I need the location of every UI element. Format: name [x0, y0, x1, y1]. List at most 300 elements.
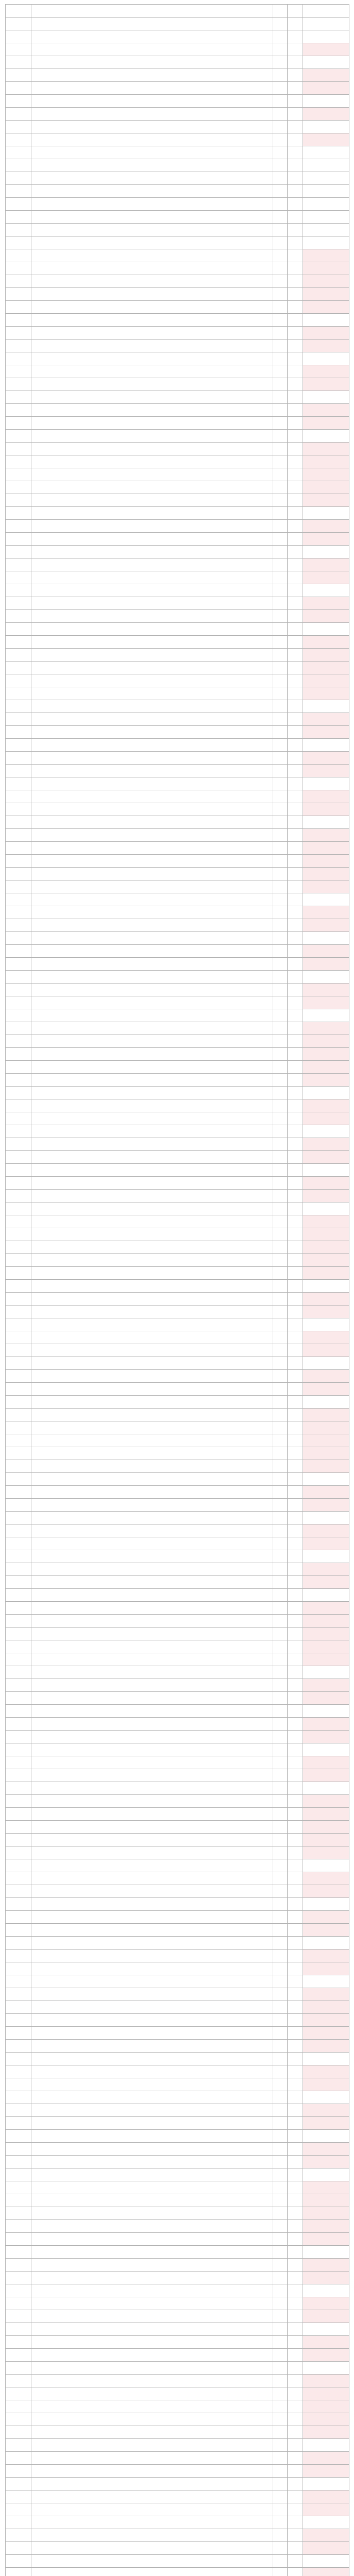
plan-count-cell	[273, 662, 288, 674]
table-row	[6, 30, 349, 43]
table-row	[6, 340, 349, 352]
table-row	[6, 18, 349, 30]
school-code-cell	[6, 984, 31, 996]
study-years-cell	[288, 404, 303, 417]
tuition-fee-cell	[303, 893, 349, 906]
study-years-cell	[288, 2478, 303, 2490]
plan-count-cell	[273, 455, 288, 468]
major-name-cell	[31, 1331, 273, 1344]
plan-count-cell	[273, 1937, 288, 1950]
table-row	[6, 1421, 349, 1434]
tuition-fee-cell	[303, 1563, 349, 1576]
major-name-cell	[31, 2001, 273, 2014]
school-code-cell	[6, 2400, 31, 2413]
plan-count-cell	[273, 1808, 288, 1821]
tuition-fee-cell	[303, 1409, 349, 1421]
plan-count-cell	[273, 2542, 288, 2555]
school-code-cell	[6, 1473, 31, 1486]
table-row	[6, 69, 349, 82]
tuition-fee-cell	[303, 623, 349, 636]
plan-count-cell	[273, 2194, 288, 2207]
major-name-cell	[31, 378, 273, 391]
major-name-cell	[31, 2439, 273, 2452]
tuition-fee-cell	[303, 2078, 349, 2091]
tuition-fee-cell	[303, 2375, 349, 2387]
school-code-cell	[6, 1383, 31, 1396]
school-code-cell	[6, 1035, 31, 1048]
school-code-cell	[6, 327, 31, 340]
major-name-cell	[31, 1306, 273, 1318]
major-name-cell	[31, 2053, 273, 2065]
major-name-cell	[31, 2104, 273, 2117]
study-years-cell	[288, 2375, 303, 2387]
plan-count-cell	[273, 1306, 288, 1318]
major-name-cell	[31, 906, 273, 919]
major-name-cell	[31, 1280, 273, 1293]
plan-count-cell	[273, 1460, 288, 1473]
school-code-cell	[6, 494, 31, 507]
school-code-cell	[6, 5, 31, 18]
school-code-cell	[6, 1344, 31, 1357]
major-name-cell	[31, 1447, 273, 1460]
study-years-cell	[288, 2529, 303, 2542]
major-name-cell	[31, 1550, 273, 1563]
table-row	[6, 1190, 349, 1202]
plan-count-cell	[273, 1434, 288, 1447]
tuition-fee-cell	[303, 275, 349, 288]
major-name-cell	[31, 1988, 273, 2001]
school-code-cell	[6, 1692, 31, 1705]
study-years-cell	[288, 1782, 303, 1795]
major-name-cell	[31, 2568, 273, 2576]
school-code-cell	[6, 1615, 31, 1628]
tuition-fee-cell	[303, 1318, 349, 1331]
school-code-cell	[6, 958, 31, 971]
table-row	[6, 2387, 349, 2400]
study-years-cell	[288, 571, 303, 584]
tuition-fee-cell	[303, 2194, 349, 2207]
tuition-fee-cell	[303, 2091, 349, 2104]
table-row	[6, 1937, 349, 1950]
table-row	[6, 301, 349, 314]
study-years-cell	[288, 2452, 303, 2465]
major-name-cell	[31, 1615, 273, 1628]
plan-count-cell	[273, 687, 288, 700]
school-code-cell	[6, 2387, 31, 2400]
study-years-cell	[288, 1769, 303, 1782]
table-row	[6, 236, 349, 249]
tuition-fee-cell	[303, 790, 349, 803]
table-row	[6, 198, 349, 211]
tuition-fee-cell	[303, 752, 349, 765]
table-row	[6, 1756, 349, 1769]
table-row	[6, 726, 349, 739]
table-row	[6, 1164, 349, 1177]
school-code-cell	[6, 43, 31, 56]
tuition-fee-cell	[303, 314, 349, 327]
school-code-cell	[6, 2542, 31, 2555]
school-code-cell	[6, 1087, 31, 1099]
school-code-cell	[6, 1370, 31, 1383]
major-name-cell	[31, 855, 273, 868]
study-years-cell	[288, 687, 303, 700]
major-name-cell	[31, 571, 273, 584]
major-name-cell	[31, 108, 273, 121]
study-years-cell	[288, 146, 303, 159]
major-name-cell	[31, 236, 273, 249]
plan-count-cell	[273, 1383, 288, 1396]
tuition-fee-cell	[303, 700, 349, 713]
school-code-cell	[6, 1434, 31, 1447]
major-name-cell	[31, 1190, 273, 1202]
tuition-fee-cell	[303, 1615, 349, 1628]
table-row	[6, 2156, 349, 2168]
tuition-fee-cell	[303, 2117, 349, 2130]
tuition-fee-cell	[303, 777, 349, 790]
table-row	[6, 1782, 349, 1795]
major-name-cell	[31, 327, 273, 340]
plan-count-cell	[273, 404, 288, 417]
major-name-cell	[31, 2014, 273, 2027]
tuition-fee-cell	[303, 30, 349, 43]
major-name-cell	[31, 18, 273, 30]
school-code-cell	[6, 1460, 31, 1473]
table-row	[6, 1112, 349, 1125]
plan-count-cell	[273, 636, 288, 649]
study-years-cell	[288, 1344, 303, 1357]
major-name-cell	[31, 1885, 273, 1898]
plan-count-cell	[273, 2478, 288, 2490]
school-code-cell	[6, 739, 31, 752]
tuition-fee-cell	[303, 1859, 349, 1872]
plan-count-cell	[273, 2053, 288, 2065]
tuition-fee-cell	[303, 829, 349, 842]
plan-count-cell	[273, 43, 288, 56]
major-name-cell	[31, 288, 273, 301]
major-name-cell	[31, 1473, 273, 1486]
study-years-cell	[288, 790, 303, 803]
study-years-cell	[288, 2078, 303, 2091]
tuition-fee-cell	[303, 2168, 349, 2181]
school-code-cell	[6, 1576, 31, 1589]
study-years-cell	[288, 2233, 303, 2246]
plan-count-cell	[273, 236, 288, 249]
school-code-cell	[6, 790, 31, 803]
tuition-fee-cell	[303, 430, 349, 443]
school-code-cell	[6, 1782, 31, 1795]
table-row	[6, 1331, 349, 1344]
table-row	[6, 2362, 349, 2375]
table-row	[6, 2439, 349, 2452]
table-row	[6, 2040, 349, 2053]
plan-count-cell	[273, 1756, 288, 1769]
major-name-cell	[31, 1782, 273, 1795]
major-name-cell	[31, 1898, 273, 1911]
major-name-cell	[31, 172, 273, 185]
plan-count-cell	[273, 352, 288, 365]
study-years-cell	[288, 2194, 303, 2207]
study-years-cell	[288, 2465, 303, 2478]
tuition-fee-cell	[303, 2465, 349, 2478]
study-years-cell	[288, 481, 303, 494]
major-name-cell	[31, 520, 273, 533]
tuition-fee-cell	[303, 687, 349, 700]
study-years-cell	[288, 2272, 303, 2284]
study-years-cell	[288, 1950, 303, 1962]
plan-count-cell	[273, 2349, 288, 2362]
tuition-fee-cell	[303, 533, 349, 546]
major-name-cell	[31, 1962, 273, 1975]
school-code-cell	[6, 340, 31, 352]
study-years-cell	[288, 417, 303, 430]
table-row	[6, 430, 349, 443]
tuition-fee-cell	[303, 1421, 349, 1434]
plan-count-cell	[273, 146, 288, 159]
major-name-cell	[31, 739, 273, 752]
school-code-cell	[6, 172, 31, 185]
plan-count-cell	[273, 790, 288, 803]
major-name-cell	[31, 2490, 273, 2503]
tuition-fee-cell	[303, 919, 349, 932]
plan-count-cell	[273, 2117, 288, 2130]
study-years-cell	[288, 2555, 303, 2568]
tuition-fee-cell	[303, 2362, 349, 2375]
study-years-cell	[288, 1499, 303, 1512]
school-code-cell	[6, 2516, 31, 2529]
major-name-cell	[31, 1164, 273, 1177]
major-name-cell	[31, 1512, 273, 1524]
plan-count-cell	[273, 584, 288, 597]
study-years-cell	[288, 1705, 303, 1718]
table-row	[6, 984, 349, 996]
plan-count-cell	[273, 1151, 288, 1164]
study-years-cell	[288, 623, 303, 636]
tuition-fee-cell	[303, 1769, 349, 1782]
school-code-cell	[6, 2426, 31, 2439]
study-years-cell	[288, 1859, 303, 1872]
study-years-cell	[288, 1834, 303, 1846]
table-row	[6, 2478, 349, 2490]
study-years-cell	[288, 1228, 303, 1241]
major-name-cell	[31, 1640, 273, 1653]
plan-count-cell	[273, 1589, 288, 1602]
tuition-fee-cell	[303, 468, 349, 481]
major-name-cell	[31, 198, 273, 211]
major-name-cell	[31, 1460, 273, 1473]
plan-count-cell	[273, 623, 288, 636]
table-row	[6, 1602, 349, 1615]
major-name-cell	[31, 1859, 273, 1872]
tuition-fee-cell	[303, 185, 349, 198]
plan-count-cell	[273, 558, 288, 571]
school-code-cell	[6, 1396, 31, 1409]
tuition-fee-cell	[303, 1125, 349, 1138]
study-years-cell	[288, 1460, 303, 1473]
plan-count-cell	[273, 1280, 288, 1293]
table-row	[6, 146, 349, 159]
school-code-cell	[6, 1228, 31, 1241]
study-years-cell	[288, 1537, 303, 1550]
study-years-cell	[288, 468, 303, 481]
table-row	[6, 1628, 349, 1640]
school-code-cell	[6, 404, 31, 417]
study-years-cell	[288, 391, 303, 404]
plan-count-cell	[273, 2130, 288, 2143]
major-name-cell	[31, 765, 273, 777]
school-code-cell	[6, 301, 31, 314]
major-name-cell	[31, 1241, 273, 1254]
major-name-cell	[31, 1228, 273, 1241]
tuition-fee-cell	[303, 958, 349, 971]
tuition-fee-cell	[303, 971, 349, 984]
table-row	[6, 2246, 349, 2259]
school-code-cell	[6, 971, 31, 984]
school-code-cell	[6, 1769, 31, 1782]
table-row	[6, 108, 349, 121]
plan-count-cell	[273, 1859, 288, 1872]
school-code-cell	[6, 314, 31, 327]
study-years-cell	[288, 2542, 303, 2555]
school-code-cell	[6, 1731, 31, 1743]
study-years-cell	[288, 2400, 303, 2413]
major-name-cell	[31, 1743, 273, 1756]
table-row	[6, 2297, 349, 2310]
study-years-cell	[288, 726, 303, 739]
school-code-cell	[6, 1859, 31, 1872]
tuition-fee-cell	[303, 1267, 349, 1280]
tuition-fee-cell	[303, 2516, 349, 2529]
major-name-cell	[31, 2349, 273, 2362]
major-name-cell	[31, 2323, 273, 2336]
study-years-cell	[288, 1988, 303, 2001]
study-years-cell	[288, 2014, 303, 2027]
school-code-cell	[6, 1679, 31, 1692]
tuition-fee-cell	[303, 1370, 349, 1383]
table-row	[6, 1228, 349, 1241]
table-row	[6, 971, 349, 984]
plan-count-cell	[273, 1022, 288, 1035]
table-row	[6, 958, 349, 971]
school-code-cell	[6, 2529, 31, 2542]
table-row	[6, 777, 349, 790]
plan-count-cell	[273, 2168, 288, 2181]
major-name-cell	[31, 1537, 273, 1550]
major-name-cell	[31, 443, 273, 455]
major-name-cell	[31, 662, 273, 674]
study-years-cell	[288, 2065, 303, 2078]
study-years-cell	[288, 1898, 303, 1911]
table-row	[6, 868, 349, 880]
table-row	[6, 2529, 349, 2542]
school-code-cell	[6, 752, 31, 765]
table-row	[6, 211, 349, 224]
table-row	[6, 2053, 349, 2065]
tuition-fee-cell	[303, 674, 349, 687]
study-years-cell	[288, 288, 303, 301]
study-years-cell	[288, 1306, 303, 1318]
school-code-cell	[6, 352, 31, 365]
table-row	[6, 56, 349, 69]
tuition-fee-cell	[303, 108, 349, 121]
tuition-fee-cell	[303, 1602, 349, 1615]
study-years-cell	[288, 2104, 303, 2117]
tuition-fee-cell	[303, 2387, 349, 2400]
major-name-cell	[31, 1653, 273, 1666]
table-row	[6, 687, 349, 700]
major-name-cell	[31, 5, 273, 18]
study-years-cell	[288, 1190, 303, 1202]
plan-count-cell	[273, 1550, 288, 1563]
table-row	[6, 2078, 349, 2091]
study-years-cell	[288, 507, 303, 520]
table-row	[6, 2001, 349, 2014]
school-code-cell	[6, 2323, 31, 2336]
table-row	[6, 2284, 349, 2297]
study-years-cell	[288, 1512, 303, 1524]
tuition-fee-cell	[303, 1718, 349, 1731]
table-row	[6, 121, 349, 133]
plan-count-cell	[273, 546, 288, 558]
plan-count-cell	[273, 2465, 288, 2478]
school-code-cell	[6, 2297, 31, 2310]
table-row	[6, 1576, 349, 1589]
school-code-cell	[6, 430, 31, 443]
tuition-fee-cell	[303, 1937, 349, 1950]
major-name-cell	[31, 2478, 273, 2490]
plan-count-cell	[273, 1872, 288, 1885]
major-name-cell	[31, 1396, 273, 1409]
school-code-cell	[6, 1872, 31, 1885]
plan-count-cell	[273, 726, 288, 739]
table-row	[6, 1846, 349, 1859]
table-row	[6, 2259, 349, 2272]
school-code-cell	[6, 1988, 31, 2001]
tuition-fee-cell	[303, 2439, 349, 2452]
table-row	[6, 1409, 349, 1421]
tuition-fee-cell	[303, 1808, 349, 1821]
major-name-cell	[31, 69, 273, 82]
tuition-fee-cell	[303, 713, 349, 726]
school-code-cell	[6, 133, 31, 146]
plan-count-cell	[273, 2516, 288, 2529]
table-row	[6, 571, 349, 584]
study-years-cell	[288, 159, 303, 172]
tuition-fee-cell	[303, 1344, 349, 1357]
table-row	[6, 1035, 349, 1048]
tuition-fee-cell	[303, 1383, 349, 1396]
school-code-cell	[6, 829, 31, 842]
tuition-fee-cell	[303, 56, 349, 69]
tuition-fee-cell	[303, 1743, 349, 1756]
school-code-cell	[6, 2503, 31, 2516]
plan-count-cell	[273, 1834, 288, 1846]
major-name-cell	[31, 1370, 273, 1383]
study-years-cell	[288, 2001, 303, 2014]
major-name-cell	[31, 752, 273, 765]
tuition-fee-cell	[303, 2181, 349, 2194]
major-name-cell	[31, 249, 273, 262]
plan-count-cell	[273, 906, 288, 919]
study-years-cell	[288, 2246, 303, 2259]
school-code-cell	[6, 546, 31, 558]
study-years-cell	[288, 378, 303, 391]
school-code-cell	[6, 417, 31, 430]
major-name-cell	[31, 816, 273, 829]
table-row	[6, 249, 349, 262]
major-name-cell	[31, 1769, 273, 1782]
enrollment-plan-rows	[6, 5, 349, 2576]
plan-count-cell	[273, 1563, 288, 1576]
